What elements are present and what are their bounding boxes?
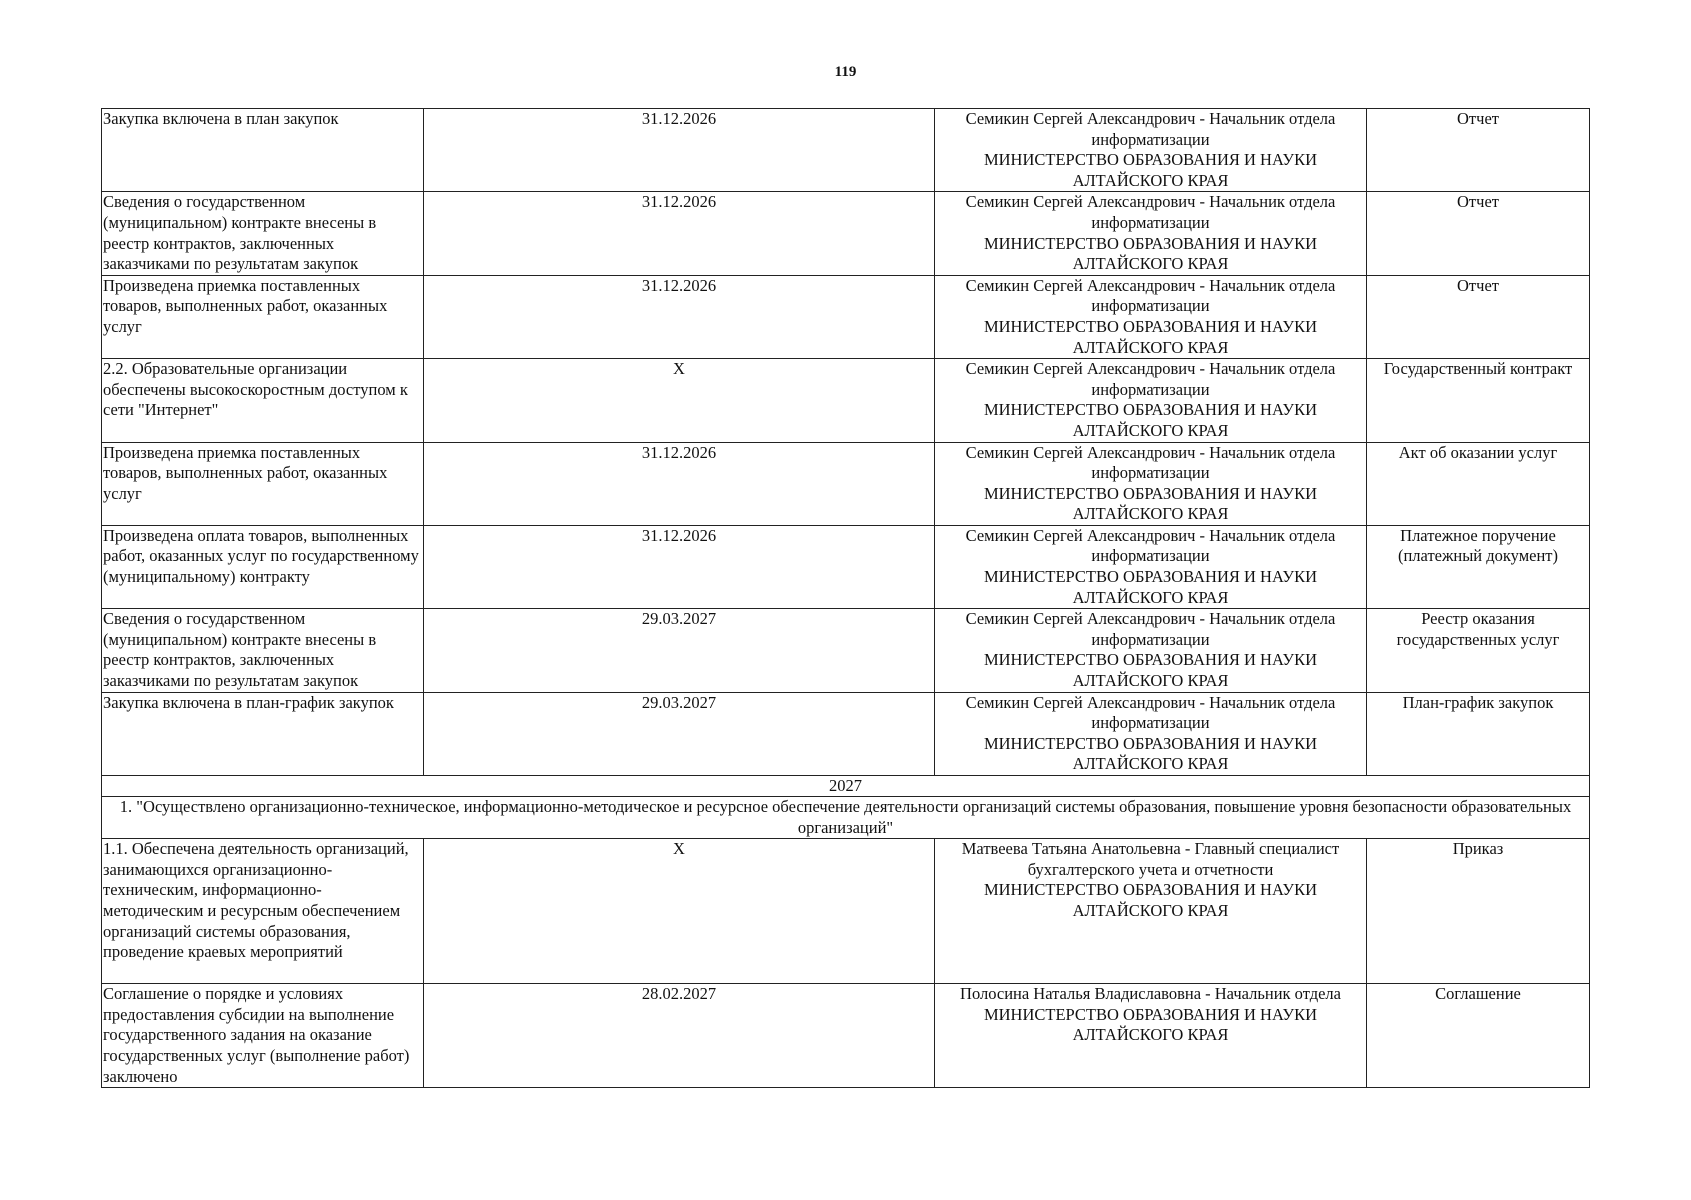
responsible-organization: МИНИСТЕРСТВО ОБРАЗОВАНИЯ И НАУКИ АЛТАЙСКОГО КРАЯ (983, 733, 1318, 774)
table-row (102, 692, 1590, 775)
responsible-person: Семикин Сергей Александрович - Начальник отдела информатизации (965, 525, 1336, 566)
table-row (102, 109, 1590, 192)
table-row (102, 839, 1590, 984)
responsible-organization: МИНИСТЕРСТВО ОБРАЗОВАНИЯ И НАУКИ АЛТАЙСКОГО КРАЯ (983, 880, 1318, 920)
document-cell: Приказ (1367, 839, 1590, 984)
event-cell: Произведена приемка поставленных товаров, выполненных работ, оказанных услуг (102, 275, 424, 358)
table-row (102, 525, 1590, 608)
event-cell: Произведена приемка поставленных товаров, выполненных работ, оказанных услуг (102, 442, 424, 525)
document-cell: Соглашение (1367, 984, 1590, 1088)
document-cell: Отчет (1367, 275, 1590, 358)
responsible-cell (935, 692, 1367, 775)
date-cell: 31.12.2026 (424, 442, 935, 525)
responsible-organization: МИНИСТЕРСТВО ОБРАЗОВАНИЯ И НАУКИ АЛТАЙСКОГО КРАЯ (983, 1004, 1318, 1045)
section-title: 1. "Осуществлено организационно-техническое, информационно-методическое и ресурсное обеспечение деятельности организаций системы образования, повышение уровня безопасности образовательных организаций" (102, 797, 1590, 839)
table-row (102, 275, 1590, 358)
responsible-cell (935, 839, 1367, 984)
responsible-cell (935, 609, 1367, 692)
responsible-person: Семикин Сергей Александрович - Начальник отдела информатизации (965, 275, 1336, 316)
date-cell: 31.12.2026 (424, 192, 935, 275)
responsible-organization: МИНИСТЕРСТВО ОБРАЗОВАНИЯ И НАУКИ АЛТАЙСКОГО КРАЯ (983, 483, 1318, 524)
responsible-person: Матвеева Татьяна Анатольевна - Главный специалист бухгалтерского учета и отчетности (961, 839, 1340, 879)
responsible-cell (935, 984, 1367, 1088)
responsible-organization: МИНИСТЕРСТВО ОБРАЗОВАНИЯ И НАУКИ АЛТАЙСКОГО КРАЯ (983, 650, 1318, 691)
date-cell: X (424, 359, 935, 442)
event-cell: Соглашение о порядке и условиях предоставления субсидии на выполнение государственного задания на оказание государственных услуг (выполнение работ) заключено (102, 984, 424, 1088)
document-cell: План-график закупок (1367, 692, 1590, 775)
responsible-cell (935, 359, 1367, 442)
table-row (102, 192, 1590, 275)
responsible-cell (935, 275, 1367, 358)
document-cell: Реестр оказания государственных услуг (1367, 609, 1590, 692)
date-cell: 28.02.2027 (424, 984, 935, 1088)
responsible-person: Семикин Сергей Александрович - Начальник отдела информатизации (965, 692, 1336, 733)
table-row (102, 442, 1590, 525)
responsible-organization: МИНИСТЕРСТВО ОБРАЗОВАНИЯ И НАУКИ АЛТАЙСКОГО КРАЯ (983, 400, 1318, 440)
responsible-person: Семикин Сергей Александрович - Начальник отдела информатизации (965, 192, 1336, 232)
responsible-cell (935, 109, 1367, 192)
event-cell: 2.2. Образовательные организации обеспечены высокоскоростным доступом к сети "Интернет" (102, 359, 424, 442)
date-cell: 29.03.2027 (424, 609, 935, 692)
responsible-organization: МИНИСТЕРСТВО ОБРАЗОВАНИЯ И НАУКИ АЛТАЙСКОГО КРАЯ (983, 316, 1318, 357)
event-cell: Закупка включена в план закупок (102, 109, 424, 192)
event-cell: Произведена оплата товаров, выполненных работ, оказанных услуг по государственному (муниципальному) контракту (102, 525, 424, 608)
responsible-person: Семикин Сергей Александрович - Начальник отдела информатизации (965, 109, 1336, 149)
event-cell: 1.1. Обеспечена деятельность организаций, занимающихся организационно-техническим, информационно-методическим и ресурсным обеспечением организаций системы образования, проведение краевых мероприятий (102, 839, 424, 984)
date-cell: 31.12.2026 (424, 525, 935, 608)
date-cell: 31.12.2026 (424, 109, 935, 192)
responsible-organization: МИНИСТЕРСТВО ОБРАЗОВАНИЯ И НАУКИ АЛТАЙСКОГО КРАЯ (983, 150, 1318, 190)
responsible-cell (935, 442, 1367, 525)
responsible-cell (935, 525, 1367, 608)
control-points-table (101, 108, 1590, 1088)
responsible-person: Семикин Сергей Александрович - Начальник отдела информатизации (965, 442, 1336, 483)
responsible-cell (935, 192, 1367, 275)
year-row (102, 776, 1590, 797)
responsible-person: Семикин Сергей Александрович - Начальник отдела информатизации (965, 359, 1336, 399)
table-row (102, 359, 1590, 442)
date-cell: 29.03.2027 (424, 692, 935, 775)
document-cell: Платежное поручение (платежный документ) (1367, 525, 1590, 608)
table-row (102, 609, 1590, 692)
table-row (102, 984, 1590, 1088)
responsible-person: Семикин Сергей Александрович - Начальник отдела информатизации (965, 609, 1336, 649)
section-row (102, 797, 1590, 839)
responsible-organization: МИНИСТЕРСТВО ОБРАЗОВАНИЯ И НАУКИ АЛТАЙСКОГО КРАЯ (983, 233, 1318, 274)
year-cell: 2027 (102, 776, 1590, 797)
event-cell: Закупка включена в план-график закупок (102, 692, 424, 775)
responsible-organization: МИНИСТЕРСТВО ОБРАЗОВАНИЯ И НАУКИ АЛТАЙСКОГО КРАЯ (983, 567, 1318, 607)
date-cell: 31.12.2026 (424, 275, 935, 358)
document-cell: Отчет (1367, 192, 1590, 275)
event-cell: Сведения о государственном (муниципальном) контракте внесены в реестр контрактов, заключенных заказчиками по результатам закупок (102, 609, 424, 692)
event-cell: Сведения о государственном (муниципальном) контракте внесены в реестр контрактов, заключенных заказчиками по результатам закупок (102, 192, 424, 275)
responsible-person: Полосина Наталья Владиславовна - Начальник отдела (960, 984, 1341, 1004)
document-cell: Акт об оказании услуг (1367, 442, 1590, 525)
document-cell: Отчет (1367, 109, 1590, 192)
page-number: 119 (834, 64, 857, 80)
document-cell: Государственный контракт (1367, 359, 1590, 442)
date-cell: X (424, 839, 935, 984)
